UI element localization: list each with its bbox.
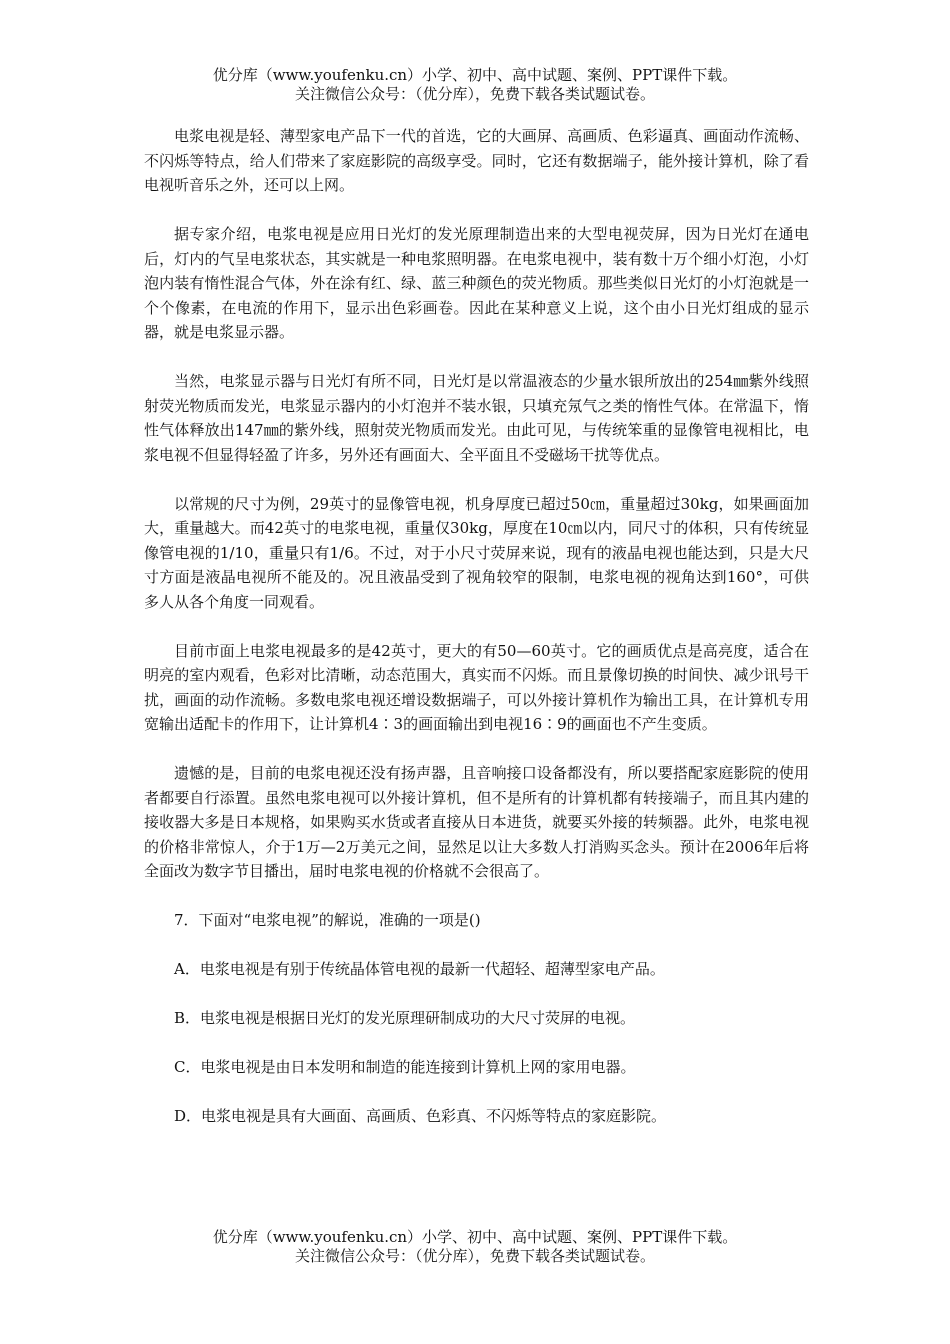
option-b: B．电浆电视是根据日光灯的发光原理研制成功的大尺寸荧屏的电视。 — [174, 1009, 636, 1027]
option-a: A．电浆电视是有别于传统晶体管电视的最新一代超轻、超薄型家电产品。 — [174, 960, 665, 978]
footer-line-1: 优分库（www.youfenku.cn）小学、初中、高中试题、案例、PPT课件下载。 — [212, 1228, 738, 1246]
header-line-2: 关注微信公众号：（优分库），免费下载各类试题试卷。 — [294, 85, 655, 103]
paragraph-5: 目前市面上电浆电视最多的是42英寸，更大的有50—60英寸。它的画质优点是高亮度，适合在明亮的室内观看，色彩对比清晰，动态范围大，真实而不闪烁。而且景像切换的时间快、减少讯号干扰，画面的动作流畅。多数电浆电视还增设数据端子，可以外接计算机作为输出工具，在计算机专用宽输出适配卡的作用下，让计算机4∶3的画面输出到电视16∶9的画面也不产生变质。 — [144, 641, 809, 733]
footer-line-2: 关注微信公众号：（优分库），免费下载各类试题试卷。 — [294, 1247, 655, 1265]
paragraph-6: 遗憾的是，目前的电浆电视还没有扬声器，且音响接口设备都没有，所以要搭配家庭影院的使用者都要自行添置。虽然电浆电视可以外接计算机，但不是所有的计算机都有转接端子，而且其内建的接收器大多是日本规格，如果购买水货或者直接从日本进货，就要买外接的转频器。此外，电浆电视的价格非常惊人，介于1万—2万美元之间，显然足以让大多数人打消购买念头。预计在2006年后将全面改为数字节目播出，届时电浆电视的价格就不会很高了。 — [144, 764, 809, 880]
header-line-1: 优分库（www.youfenku.cn）小学、初中、高中试题、案例、PPT课件下载。 — [212, 66, 738, 84]
question-stem: 7．下面对“电浆电视”的解说，准确的一项是() — [174, 911, 481, 929]
paragraph-1: 电浆电视是轻、薄型家电产品下一代的首选，它的大画屏、高画质、色彩逼真、画面动作流畅、不闪烁等特点，给人们带来了家庭影院的高级享受。同时，它还有数据端子，能外接计算机，除了看电视听音乐之外，还可以上网。 — [144, 127, 809, 194]
paragraph-3: 当然，电浆显示器与日光灯有所不同，日光灯是以常温液态的少量水银所放出的254㎜紫外线照射荧光物质而发光，电浆显示器内的小灯泡并不装水银，只填充氖气之类的惰性气体。在常温下，惰性气体释放出147㎜的紫外线，照射荧光物质而发光。由此可见，与传统笨重的显像管电视相比，电浆电视不但显得轻盈了许多，另外还有画面大、全平面且不受磁场干扰等优点。 — [144, 372, 809, 464]
document-body — [144, 124, 809, 1153]
page-footer — [0, 1228, 950, 1266]
page-header — [0, 66, 950, 104]
paragraph-4: 以常规的尺寸为例，29英寸的显像管电视，机身厚度已超过50㎝，重量超过30kg，如果画面加大，重量越大。而42英寸的电浆电视，重量仅30kg，厚度在10㎝以内，同尺寸的体积，只有传统显像管电视的1/10，重量只有1/6。不过，对于小尺寸荧屏来说，现有的液晶电视也能达到，只是大尺寸方面是液晶电视所不能及的。况且液晶受到了视角较窄的限制，电浆电视的视角达到160°，可供多人从各个角度一同观看。 — [144, 494, 809, 611]
option-d: D．电浆电视是具有大画面、高画质、色彩真、不闪烁等特点的家庭影院。 — [174, 1107, 667, 1125]
option-c: C．电浆电视是由日本发明和制造的能连接到计算机上网的家用电器。 — [174, 1058, 636, 1076]
paragraph-2: 据专家介绍，电浆电视是应用日光灯的发光原理制造出来的大型电视荧屏，因为日光灯在通电后，灯内的气呈电浆状态，其实就是一种电浆照明器。在电浆电视中，装有数十万个细小灯泡，小灯泡内装有惰性混合气体，外在涂有红、绿、蓝三种颜色的荧光物质。那些类似日光灯的小灯泡就是一个个像素，在电流的作用下，显示出色彩画卷。因此在某种意义上说，这个由小日光灯组成的显示器，就是电浆显示器。 — [144, 225, 809, 341]
